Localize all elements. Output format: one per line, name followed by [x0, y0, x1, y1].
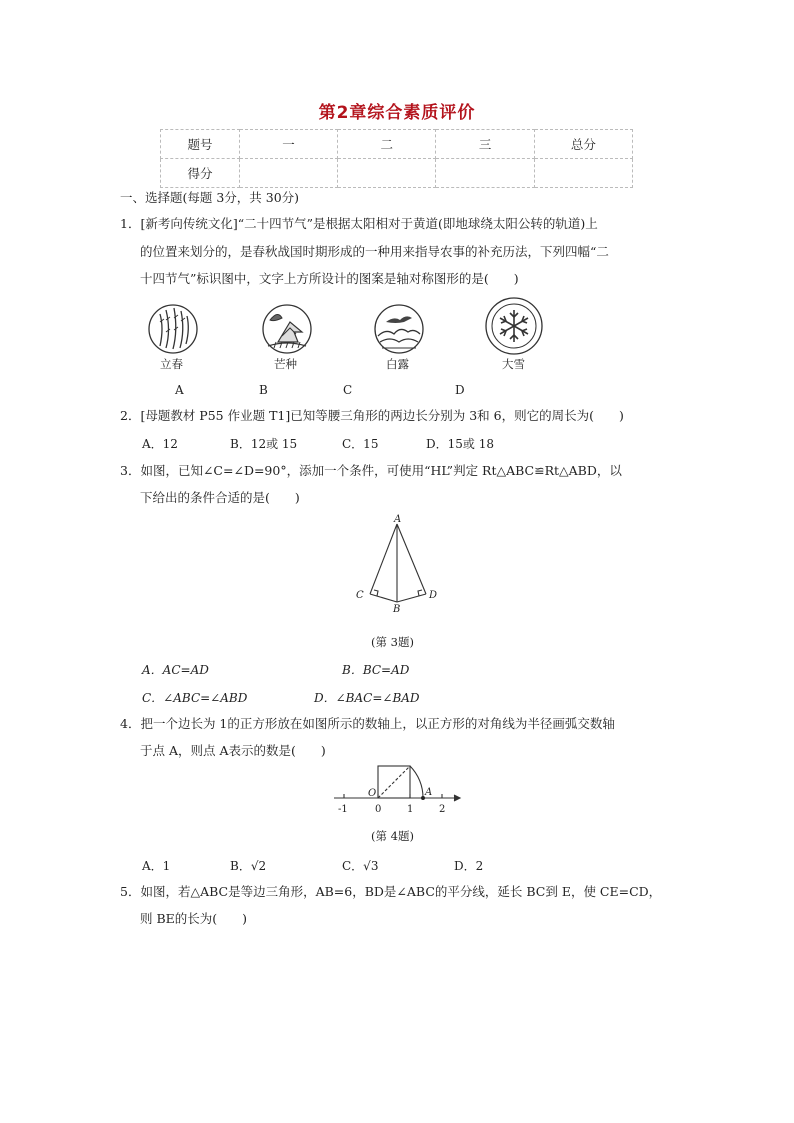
q5-line2: 则 BE的长为( ) — [140, 911, 248, 926]
label-c: C — [356, 590, 364, 601]
q3-caption: (第 3题) — [371, 635, 414, 649]
page-title: 第2章综合素质评价 — [318, 103, 476, 123]
q5-line1: 5．如图，若△ABC是等边三角形，AB=6，BD是∠ABC的平分线，延长 BC到 E，使 CE=CD， — [120, 884, 662, 899]
table-row — [161, 130, 633, 159]
label-a: A — [394, 514, 402, 525]
q2-option-d: D．15或 18 — [426, 437, 494, 451]
q4-line2: 于点 A，则点 A表示的数是( ) — [140, 743, 326, 758]
tick-zero: 0 — [375, 804, 382, 815]
q4-caption: (第 4题) — [371, 829, 414, 843]
q3-triangle-figure — [350, 512, 446, 612]
icon-caption-d: 大雪 — [502, 357, 525, 371]
section-heading: 一、选择题(每题 3分，共 30分) — [120, 190, 300, 205]
table-cell: 得分 — [161, 159, 240, 188]
q3-option-c: C．∠ABC=∠ABD — [142, 691, 248, 705]
q3-line2: 下给出的条件合适的是( ) — [140, 490, 300, 505]
option-letter-b: B — [259, 383, 268, 397]
q3-line1: 3．如图，已知∠C=∠D=90°，添加一个条件，可使用“HL”判定 Rt△ABC≌Rt△ABD，以 — [120, 463, 622, 478]
tick-one: 1 — [407, 804, 414, 815]
table-cell: 一 — [239, 130, 337, 159]
icon-caption-b: 芒种 — [274, 357, 297, 371]
q3-option-d: D．∠BAC=∠BAD — [314, 691, 420, 705]
table-cell: 题号 — [161, 130, 240, 159]
q4-option-a: A．1 — [142, 859, 171, 873]
icon-caption-a: 立春 — [160, 357, 183, 371]
tick-two: 2 — [439, 804, 446, 815]
q1-line3: 十四节气”标识图中，文字上方所设计的图案是轴对称图形的是( ) — [140, 271, 519, 286]
q4-number-line-figure — [330, 762, 466, 816]
q2-option-b: B．12或 15 — [230, 437, 298, 451]
table-row — [161, 159, 633, 188]
q1-line1: 1．[新考向传统文化]“二十四节气”是根据太阳相对于黄道(即地球绕太阳公转的轨道)上 — [120, 216, 598, 231]
score-table — [160, 129, 633, 188]
q1-line2: 的位置来划分的，是春秋战国时期形成的一种用来指导农事的补充历法，下列四幅“二 — [140, 244, 609, 259]
q3-option-a: A．AC=AD — [142, 663, 209, 677]
q2-option-a: A．12 — [142, 437, 178, 451]
table-cell — [239, 159, 337, 188]
table-cell — [338, 159, 436, 188]
label-d: D — [429, 590, 438, 601]
tick-minus-one: -1 — [338, 804, 348, 815]
label-b: B — [393, 604, 401, 612]
lichun-icon — [146, 302, 200, 356]
table-cell: 总分 — [534, 130, 632, 159]
mangzhong-icon — [260, 302, 314, 356]
bailu-icon — [372, 302, 426, 356]
label-point-a: A — [425, 787, 433, 798]
table-cell — [534, 159, 632, 188]
q4-option-d: D．2 — [454, 859, 484, 873]
option-letter-a: A — [175, 383, 184, 397]
table-cell: 三 — [436, 130, 534, 159]
q4-option-b: B．√2 — [230, 859, 267, 873]
option-letter-c: C — [343, 383, 353, 397]
q4-option-c: C．√3 — [342, 859, 379, 873]
q2-option-c: C．15 — [342, 437, 379, 451]
option-letter-d: D — [455, 383, 465, 397]
label-o: O — [368, 788, 377, 799]
q4-line1: 4．把一个边长为 1的正方形放在如图所示的数轴上，以正方形的对角线为半径画弧交数轴 — [120, 716, 615, 731]
table-cell: 二 — [338, 130, 436, 159]
table-cell — [436, 159, 534, 188]
q3-option-b: B．BC=AD — [342, 663, 410, 677]
q2-line1: 2．[母题教材 P55 作业题 T1]已知等腰三角形的两边长分别为 3和 6，则它的周长为( ) — [120, 408, 624, 423]
snowflake-icon — [484, 296, 544, 356]
icon-caption-c: 白露 — [386, 357, 409, 371]
